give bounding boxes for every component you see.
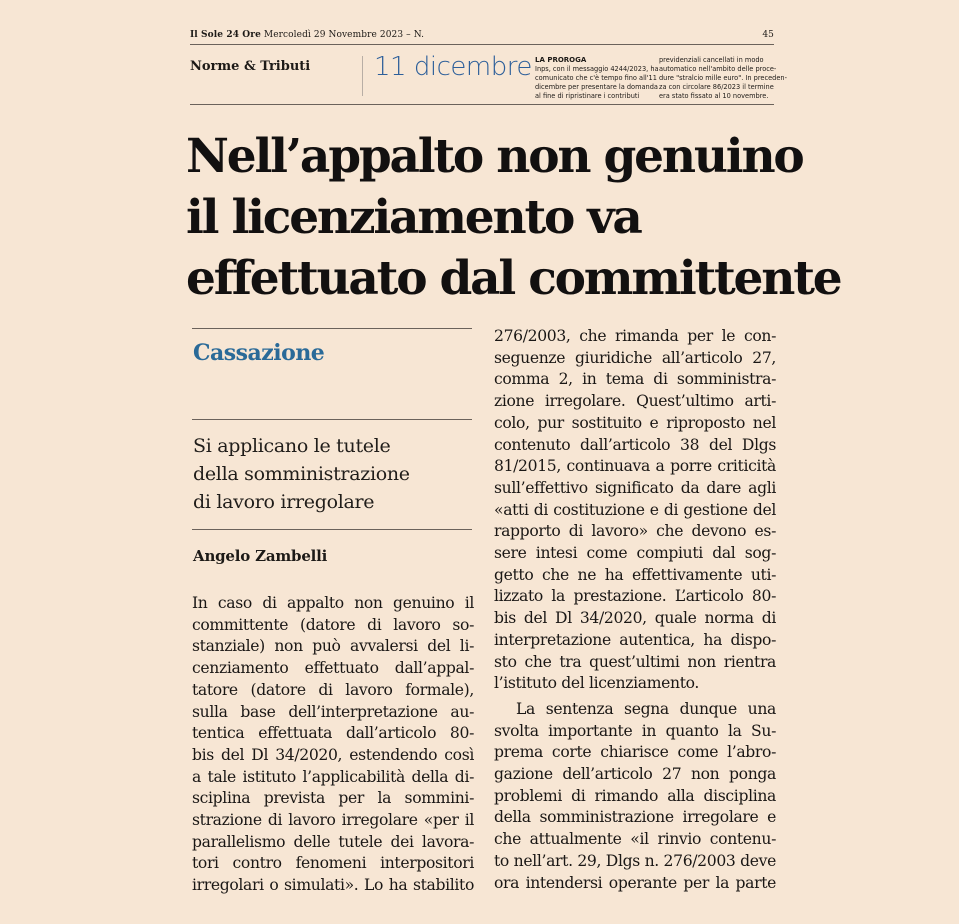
body-line: committente (datore di lavoro so- xyxy=(192,615,474,634)
body-line: l’istituto del licenziamento. xyxy=(494,674,699,693)
body-line: zione irregolare. Quest’ultimo arti- xyxy=(494,392,776,411)
headline-line: Nell’appalto non genuino xyxy=(186,129,803,184)
body-line: La sentenza segna dunque una xyxy=(516,699,776,718)
brief-line: za con circolare 86/2023 il termine xyxy=(659,83,774,91)
body-line: seguenze giuridiche all’articolo 27, xyxy=(494,348,776,367)
header-divider xyxy=(362,56,363,96)
body-line: sull’effettivo significato da dare agli xyxy=(494,478,776,497)
body-line: bis del Dl 34/2020, quale norma di xyxy=(494,609,776,628)
body-line: irregolari o simulati». Lo ha stabilito xyxy=(192,876,474,895)
body-line: stanziale) non può avvalersi del li- xyxy=(192,637,474,656)
subhead-line: della somministrazione xyxy=(193,463,410,485)
brief-line: era stato fissato al 10 novembre. xyxy=(659,92,769,100)
body-line: parallelismo delle tutele dei lavora- xyxy=(192,832,474,851)
body-line: problemi di rimando alla disciplina xyxy=(494,786,776,805)
subhead-rule xyxy=(192,419,472,420)
body-column-left xyxy=(192,593,474,897)
brief-line: dure "stralcio mille euro". In preceden- xyxy=(659,74,787,82)
body-line: ora intendersi operante per la parte xyxy=(494,873,776,892)
body-line: sto che tra quest’ultimi non rientra xyxy=(494,652,776,671)
brief-line: comunicato che c'è tempo fino all'11 xyxy=(535,74,657,82)
kicker-rule xyxy=(192,328,472,329)
body-line: «atti di costituzione e di gestione del xyxy=(494,500,776,519)
body-line: a tale istituto l’applicabilità della di- xyxy=(192,767,474,786)
body-column-right xyxy=(494,326,776,894)
brief-line: Inps, con il messaggio 4244/2023, ha xyxy=(535,65,659,73)
body-line: bis del Dl 34/2020, estendendo così xyxy=(192,745,474,764)
publication-name: Il Sole 24 Ore xyxy=(190,30,261,40)
brief-line: dicembre per presentare la domanda xyxy=(535,83,658,91)
brief-line: automatico nell'ambito delle proce- xyxy=(659,65,777,73)
headline-line: effettuato dal committente xyxy=(186,251,841,306)
byline-rule xyxy=(192,529,472,530)
body-line: sciplina prevista per la sommini- xyxy=(192,789,474,808)
body-line: tatore (datore di lavoro formale), xyxy=(192,680,474,699)
section-title: Norme & Tributi xyxy=(190,59,311,74)
body-line: prema corte chiarisce come l’abro- xyxy=(494,743,776,762)
subhead-line: di lavoro irregolare xyxy=(193,491,375,513)
brief-text-1 xyxy=(535,65,659,101)
body-line: gazione dell’articolo 27 non ponga xyxy=(494,765,776,784)
brief-column-1 xyxy=(535,56,659,101)
article-headline xyxy=(186,126,841,309)
headline-line: il licenziamento va xyxy=(186,190,641,245)
body-line: contenuto dall’articolo 38 del Dlgs xyxy=(494,435,776,454)
brief-column-2 xyxy=(659,56,787,101)
page-number: 45 xyxy=(762,30,774,40)
body-line: svolta importante in quanto la Su- xyxy=(494,721,776,740)
body-line: 276/2003, che rimanda per le con- xyxy=(494,327,776,345)
body-line: colo, pur sostituito e riproposto nel xyxy=(494,413,776,432)
body-line: In caso di appalto non genuino il xyxy=(192,594,474,612)
body-line: tori contro fenomeni interpositori xyxy=(192,854,474,873)
dateline: Mercoledì 29 Novembre 2023 – N. xyxy=(260,30,425,40)
brief-line: al fine di ripristinare i contributi xyxy=(535,92,640,100)
body-line: getto che ne ha effettivamente uti- xyxy=(494,565,776,584)
body-line: 81/2015, continuava a porre criticità xyxy=(494,457,776,476)
running-header xyxy=(190,30,774,40)
kicker: Cassazione xyxy=(193,340,325,366)
subhead-line: Si applicano le tutele xyxy=(193,435,391,457)
header-rule xyxy=(190,44,774,45)
headline-rule xyxy=(190,104,774,105)
byline: Angelo Zambelli xyxy=(193,547,328,565)
body-line: della somministrazione irregolare e xyxy=(494,808,776,827)
body-line: lizzato la prestazione. L’articolo 80- xyxy=(494,587,776,606)
body-line: comma 2, in tema di somministra- xyxy=(494,370,776,389)
body-line: strazione di lavoro irregolare «per il xyxy=(192,811,474,830)
deadline-date: 11 dicembre xyxy=(374,52,532,82)
body-line: interpretazione autentica, ha dispo- xyxy=(494,630,776,649)
body-line: tentica effettuata dall’articolo 80- xyxy=(192,724,474,743)
body-line: sere intesi come compiuti dal sog- xyxy=(494,544,776,563)
body-line: che attualmente «il rinvio contenu- xyxy=(494,830,776,849)
article-subhead xyxy=(193,432,473,516)
body-line: to nell’art. 29, Dlgs n. 276/2003 deve xyxy=(494,851,776,870)
body-line: sulla base dell’interpretazione au- xyxy=(192,702,474,721)
body-line: rapporto di lavoro» che devono es- xyxy=(494,522,776,541)
brief-line: previdenziali cancellati in modo xyxy=(659,56,764,64)
body-line: cenziamento effettuato dall’appal- xyxy=(192,659,474,678)
brief-label: LA PROROGA xyxy=(535,56,587,64)
